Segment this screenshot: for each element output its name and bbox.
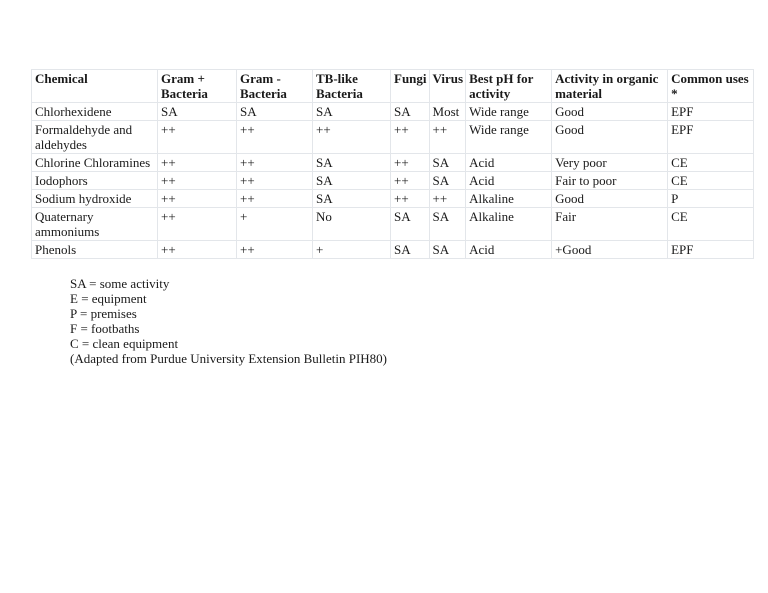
cell-gram-positive: ++ (158, 172, 237, 190)
table-header-row (32, 70, 754, 103)
cell-fungi: ++ (391, 172, 430, 190)
table-row (32, 241, 754, 259)
cell-tb-like: + (313, 241, 391, 259)
header-gram-positive: Gram + Bacteria (158, 70, 237, 103)
cell-gram-negative: ++ (237, 121, 313, 154)
cell-gram-positive: ++ (158, 241, 237, 259)
cell-gram-positive: ++ (158, 121, 237, 154)
cell-gram-negative: ++ (237, 190, 313, 208)
cell-gram-positive: ++ (158, 190, 237, 208)
legend-notes (70, 276, 387, 366)
cell-gram-positive: ++ (158, 154, 237, 172)
cell-best-ph: Acid (466, 241, 552, 259)
cell-fungi: ++ (391, 121, 430, 154)
table-row (32, 121, 754, 154)
cell-best-ph: Alkaline (466, 208, 552, 241)
cell-organic-activity: Fair (552, 208, 668, 241)
cell-gram-negative: + (237, 208, 313, 241)
cell-fungi: SA (391, 241, 430, 259)
cell-tb-like: ++ (313, 121, 391, 154)
cell-chemical: Phenols (32, 241, 158, 259)
cell-organic-activity: Good (552, 103, 668, 121)
cell-gram-positive: ++ (158, 208, 237, 241)
cell-virus: SA (429, 172, 466, 190)
table-row (32, 172, 754, 190)
header-fungi: Fungi (391, 70, 430, 103)
cell-best-ph: Wide range (466, 103, 552, 121)
cell-tb-like: SA (313, 154, 391, 172)
note-sa: SA = some activity (70, 276, 170, 291)
cell-virus: ++ (429, 121, 466, 154)
cell-organic-activity: Very poor (552, 154, 668, 172)
cell-tb-like: SA (313, 103, 391, 121)
disinfectant-comparison-table (31, 69, 754, 259)
source-citation: (Adapted from Purdue University Extension Bulletin PIH80) (70, 351, 388, 366)
cell-gram-negative: SA (237, 103, 313, 121)
cell-chemical: Quaternary ammoniums (32, 208, 158, 241)
header-tb-like: TB-like Bacteria (313, 70, 391, 103)
note-f: F = footbaths (70, 321, 140, 336)
header-common-uses: Common uses * (668, 70, 754, 103)
cell-organic-activity: Good (552, 190, 668, 208)
header-organic-activity: Activity in organic material (552, 70, 668, 103)
cell-common-uses: CE (668, 208, 754, 241)
cell-best-ph: Acid (466, 172, 552, 190)
cell-chemical: Iodophors (32, 172, 158, 190)
note-e: E = equipment (70, 291, 147, 306)
cell-fungi: SA (391, 103, 430, 121)
cell-tb-like: SA (313, 172, 391, 190)
cell-chemical: Sodium hydroxide (32, 190, 158, 208)
cell-best-ph: Acid (466, 154, 552, 172)
cell-common-uses: EPF (668, 241, 754, 259)
cell-best-ph: Alkaline (466, 190, 552, 208)
cell-common-uses: CE (668, 154, 754, 172)
cell-common-uses: EPF (668, 121, 754, 154)
cell-fungi: ++ (391, 154, 430, 172)
cell-fungi: ++ (391, 190, 430, 208)
table-row (32, 190, 754, 208)
cell-virus: Most (429, 103, 466, 121)
cell-organic-activity: Fair to poor (552, 172, 668, 190)
cell-best-ph: Wide range (466, 121, 552, 154)
cell-chemical: Chlorhexidene (32, 103, 158, 121)
cell-chemical: Formaldehyde and aldehydes (32, 121, 158, 154)
cell-tb-like: No (313, 208, 391, 241)
cell-gram-negative: ++ (237, 154, 313, 172)
cell-virus: SA (429, 154, 466, 172)
note-p: P = premises (70, 306, 137, 321)
cell-gram-negative: ++ (237, 172, 313, 190)
cell-virus: SA (429, 241, 466, 259)
cell-gram-negative: ++ (237, 241, 313, 259)
note-c: C = clean equipment (70, 336, 179, 351)
table-row (32, 154, 754, 172)
cell-gram-positive: SA (158, 103, 237, 121)
header-virus: Virus (429, 70, 466, 103)
cell-tb-like: SA (313, 190, 391, 208)
cell-common-uses: EPF (668, 103, 754, 121)
table-row (32, 208, 754, 241)
header-chemical: Chemical (32, 70, 158, 103)
cell-common-uses: P (668, 190, 754, 208)
cell-chemical: Chlorine Chloramines (32, 154, 158, 172)
cell-common-uses: CE (668, 172, 754, 190)
header-gram-negative: Gram - Bacteria (237, 70, 313, 103)
cell-organic-activity: Good (552, 121, 668, 154)
cell-fungi: SA (391, 208, 430, 241)
cell-virus: ++ (429, 190, 466, 208)
header-best-ph: Best pH for activity (466, 70, 552, 103)
cell-organic-activity: +Good (552, 241, 668, 259)
table-row (32, 103, 754, 121)
cell-virus: SA (429, 208, 466, 241)
